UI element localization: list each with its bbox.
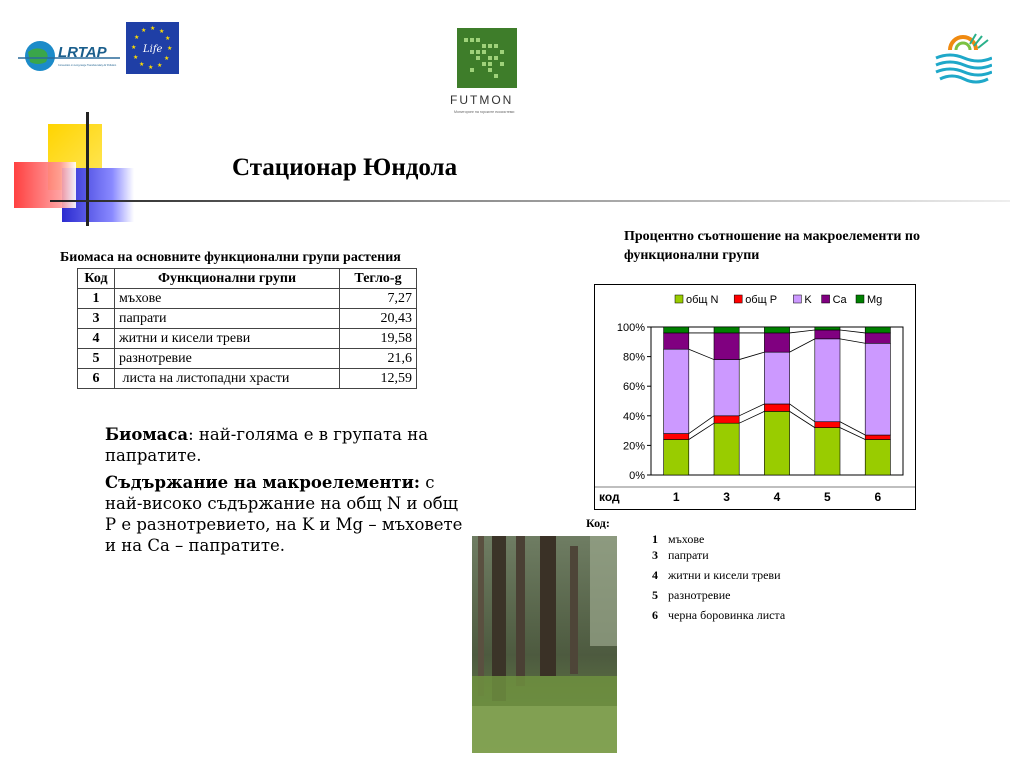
table-header-row (78, 269, 417, 289)
legend-swatch (822, 295, 830, 303)
bar-segment (714, 327, 739, 333)
cell-code: 1 (78, 289, 115, 309)
table-row (78, 289, 417, 309)
cell-group: житни и кисели треви (115, 329, 340, 349)
x-tick-label: 1 (672, 490, 680, 504)
svg-text:★: ★ (159, 28, 165, 35)
biomass-text: : най-голяма е в групата на папратите. (105, 425, 429, 465)
cell-group: листа на листопадни храсти (115, 369, 340, 389)
chart-title: Процентно съотношение на макроелементи по функционални групи (624, 229, 920, 263)
legend-swatch (675, 295, 683, 303)
code-legend-item (652, 532, 785, 548)
svg-text:★: ★ (133, 54, 139, 61)
y-tick-label: 20% (622, 440, 645, 453)
table-caption: Биомаса на основните функционални групи растения (60, 250, 401, 265)
code-legend-title: Код: (586, 516, 610, 530)
bar-segment (815, 422, 840, 428)
cell-group: мъхове (115, 289, 340, 309)
lrtap-logo-subtext: Convention on Long-range Transboundary Air Pollution (58, 64, 117, 67)
legend-label: общ N (686, 294, 719, 306)
y-tick-label: 80% (622, 351, 645, 364)
table-row (78, 329, 417, 349)
bar-segment (815, 339, 840, 422)
cell-weight: 21,6 (340, 349, 417, 369)
cell-weight: 19,58 (340, 329, 417, 349)
x-tick-label: 5 (824, 490, 831, 504)
svg-text:★: ★ (148, 64, 154, 71)
bar-segment (714, 423, 739, 475)
cell-weight: 7,27 (340, 289, 417, 309)
bar-segment (764, 352, 789, 404)
slide-title: Стационар Юндола (232, 154, 458, 181)
body-text (105, 424, 465, 562)
biomass-table (77, 268, 417, 389)
cell-group: папрати (115, 309, 340, 329)
bar-segment (714, 416, 739, 423)
eu-life-logo-text: Life (143, 44, 163, 55)
table-row (78, 309, 417, 329)
x-tick-label: 6 (874, 490, 882, 504)
header-weight: Тегло-g (340, 269, 417, 289)
svg-text:★: ★ (150, 25, 156, 32)
bar-segment (815, 327, 840, 330)
forest-photo (472, 536, 617, 753)
bar-segment (865, 439, 890, 475)
svg-text:★: ★ (139, 61, 145, 68)
table-row (78, 349, 417, 369)
svg-text:★: ★ (134, 34, 140, 41)
macro-label: Съдържание на макроелементи: (105, 473, 420, 492)
svg-text:★: ★ (165, 35, 171, 42)
legend-label: K (804, 294, 812, 306)
svg-text:★: ★ (167, 45, 173, 52)
code-legend (652, 532, 785, 628)
cell-code: 5 (78, 349, 115, 369)
code-legend-item (652, 568, 785, 588)
futmon-logo-subtext: Мониторинг на горските екосистеми (454, 110, 515, 114)
cell-code: 4 (78, 329, 115, 349)
bar-segment (764, 333, 789, 352)
code-legend-item (652, 588, 785, 608)
legend-swatch (793, 295, 801, 303)
macroelements-chart (594, 284, 916, 510)
y-tick-label: 60% (622, 381, 645, 394)
cell-code: 3 (78, 309, 115, 329)
header-group: Функционални групи (115, 269, 340, 289)
code-legend-code: 4 (652, 568, 658, 582)
code-legend-label: разнотревие (668, 588, 731, 602)
code-legend-label: мъхове (668, 532, 705, 546)
svg-text:★: ★ (157, 62, 163, 69)
cell-group: разнотревие (115, 349, 340, 369)
table-row (78, 369, 417, 389)
y-tick-label: 40% (622, 410, 645, 423)
decor-vertical-line (86, 112, 89, 226)
x-axis-label: код (599, 490, 620, 504)
wave-sun-logo (934, 32, 992, 88)
svg-text:★: ★ (164, 55, 170, 62)
bar-segment (764, 411, 789, 475)
code-legend-label: житни и кисели треви (668, 568, 781, 582)
cell-code: 6 (78, 369, 115, 389)
biomass-label: Биомаса (105, 425, 189, 444)
bar-segment (865, 435, 890, 439)
bar-segment (664, 333, 689, 349)
code-legend-code: 3 (652, 548, 658, 562)
bar-segment (815, 330, 840, 339)
cell-weight: 20,43 (340, 309, 417, 329)
eu-life-logo (126, 22, 179, 74)
legend-label: Mg (867, 294, 883, 306)
legend-swatch (856, 295, 864, 303)
code-legend-code: 1 (652, 532, 658, 546)
macro-text: с най-високо съдържание на общ N и общ P е разнотревието, на K и Mg – мъховете и на Ca – папратите. (105, 473, 463, 555)
bar-segment (865, 333, 890, 343)
legend-label: Ca (832, 294, 847, 306)
futmon-logo (440, 24, 540, 116)
y-tick-label: 100% (616, 322, 645, 334)
svg-text:★: ★ (131, 44, 137, 51)
x-tick-label: 4 (773, 490, 781, 504)
bar-segment (664, 327, 689, 333)
y-tick-label: 0% (629, 470, 645, 482)
svg-text:★: ★ (141, 27, 147, 34)
legend-swatch (734, 295, 742, 303)
code-legend-item (652, 548, 785, 568)
bar-segment (865, 327, 890, 333)
lrtap-logo (14, 36, 124, 78)
decor-horizontal-line (50, 200, 1010, 202)
header-code: Код (78, 269, 115, 289)
macro-paragraph (105, 472, 465, 556)
code-legend-code: 5 (652, 588, 658, 602)
bar-segment (714, 360, 739, 416)
futmon-logo-text: FUTMON (450, 93, 514, 107)
lrtap-logo-text: LRTAP (58, 44, 107, 61)
cell-weight: 12,59 (340, 369, 417, 389)
code-legend-item (652, 608, 785, 628)
bar-segment (865, 343, 890, 435)
code-legend-label: папрати (668, 548, 709, 562)
bar-segment (664, 349, 689, 433)
bar-segment (714, 333, 739, 360)
bar-segment (764, 404, 789, 411)
x-tick-label: 3 (723, 490, 730, 504)
bar-segment (664, 434, 689, 440)
code-legend-label: черна боровинка листа (668, 608, 786, 622)
biomass-paragraph (105, 424, 465, 466)
code-legend-code: 6 (652, 608, 658, 622)
legend-label: общ P (745, 294, 778, 306)
bar-segment (664, 439, 689, 475)
bar-segment (815, 428, 840, 475)
bar-segment (764, 327, 789, 333)
chart-svg (595, 285, 915, 509)
